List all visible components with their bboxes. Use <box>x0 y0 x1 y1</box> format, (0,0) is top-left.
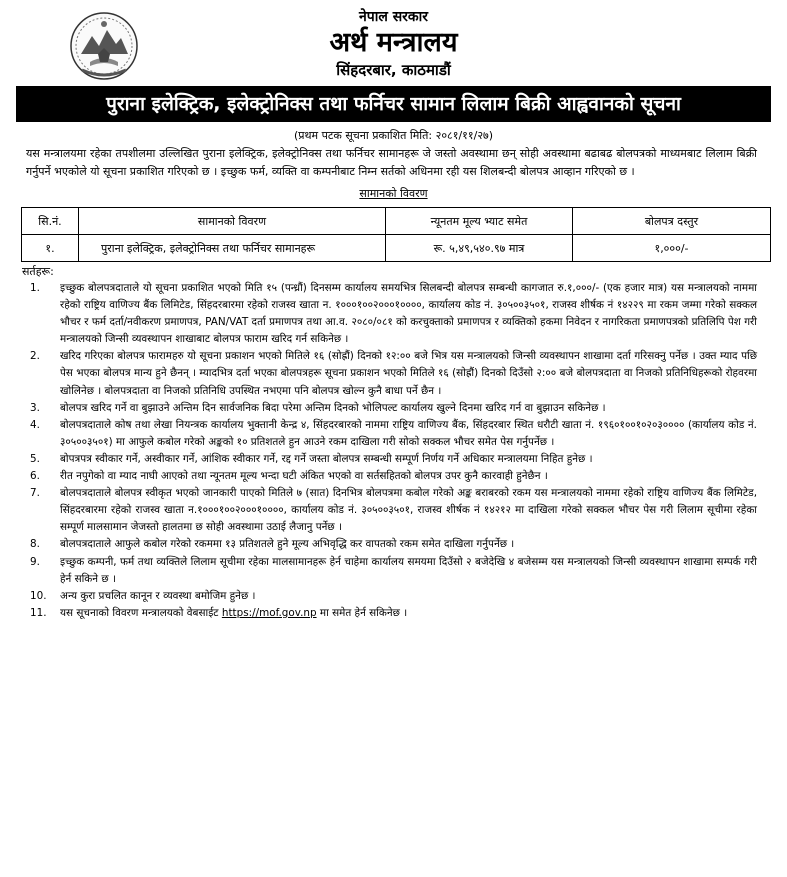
condition-item <box>16 348 771 399</box>
condition-text: बोलपत्रदाताले आफुले कबोल गरेको रकममा १३ प्रतिशतले हुने मूल्य अभिवृद्धि कर वापतको रकम समेत दाखिला गर्नुपर्नेछ । <box>60 538 515 551</box>
condition-text: खरिद गरिएका बोलपत्र फारामहरु यो सूचना प्रकाशन भएको मितिले १६ (सोह्रौं) दिनको १२:०० बजे भित्र यस मन्त्रालयको जिन्सी व्यवस्थापन शाखामा दर्ता गरिसक्नु पर्नेछ । उक्त म्याद पछि पेस भएका बोलपत्र मान्य हुने छैनन् । म्यादभित्र दर्ता भएका बोलपत्रहरू सूचना प्रकाशन भएको मितिले १६ (सोह्रौं) दिनको दिउँसो २:०० बजे बोलपत्रदाता वा निजको प्रतिनिधिहरूको रोहवरमा खोलिनेछ । बोलपत्रदाता वा निजको प्रतिनिधि उपस्थित नभएमा पनि बोलपत्र खोल्न कुनै बाधा पर्ने छैन । <box>60 350 757 397</box>
condition-item <box>16 485 771 536</box>
condition-number: 4. <box>30 418 40 431</box>
notice-banner-title: पुराना इलेक्ट्रिक, इलेक्ट्रोनिक्स तथा फर्निचर सामान लिलाम बिक्री आह्ववानको सूचना <box>16 86 771 122</box>
publication-date: (प्रथम पटक सूचना प्रकाशित मिति: २०८१/११/२७) <box>293 129 494 142</box>
column-header: सि.नं. <box>22 208 79 235</box>
condition-text: इच्छुक बोलपत्रदाताले यो सूचना प्रकाशित भएको मिति १५ (पन्ध्रौं) दिनसम्म कार्यालय समयभित्र सिलबन्दी बोलपत्र सम्बन्धी कागजात रु.१,०००/- (एक हजार मात्र) यस मन्त्रालयको नाममा रहेको राष्ट्रिय वाणिज्य बैंक लिमिटेड, सिंहदरबारमा रहेको राजस्व खाता न. १०००१००२०००१००००, कार्यालय कोड नं. ३०५००३५०१, राजस्व शीर्षक नं १४२२९ मा रकम जम्मा गरेको सक्कल भौचर र फर्म दर्ता/नवीकरण प्रमाणपत्र, PAN/VAT दर्ता प्रमाणपत्र तथा आ.व. २०८०/०८१ को करचुक्ताको प्रमाणपत्र र व्यक्तिको हकमा निवेदन र नागरिकता प्रमाणपत्रको प्रतिलिपि पेश गरी मन्त्रालयको जिन्सी व्यवस्थापन शाखाबाट बोलपत्र फाराम खरिद गर्न सकिनेछ । <box>60 282 757 346</box>
table-row <box>22 235 771 262</box>
condition-number: 6. <box>30 470 40 483</box>
condition-text: बोलपत्र खरिद गर्ने वा बुझाउने अन्तिम दिन सार्वजनिक बिदा परेमा अन्तिम दिनको भोलिपल्ट कार्यालय खुल्ने दिनमा खरिद गर्न वा बुझाउन सकिनेछ । <box>60 401 606 414</box>
condition-number: 8. <box>30 538 40 551</box>
conditions-title: सर्तहरू: <box>22 265 54 278</box>
condition-text: इच्छुक कम्पनी, फर्म तथा व्यक्तिले लिलाम सूचीमा रहेका मालसामानहरू हेर्न चाहेमा कार्यालय समयमा दिउँसो २ बजेदेखि ४ बजेसम्म यस मन्त्रालयको जिन्सी व्यवस्थापन शाखामा सम्पर्क गरी हेर्न सकिने छ । <box>60 555 757 585</box>
condition-text-before-link: यस सूचनाको विवरण मन्त्रालयको वेबसाईट <box>60 606 219 619</box>
condition-text: रीत नपुगेको वा म्याद नाघी आएको तथा न्यूनतम मूल्य भन्दा घटी अंकित भएको वा सर्तसहितको बोलपत्र उपर कुनै कारवाही हुनेछैन । <box>60 470 548 483</box>
condition-text-after-link: मा समेत हेर्न सकिनेछ । <box>319 606 408 619</box>
intro-paragraph: यस मन्त्रालयमा रहेका तपशीलमा उल्लिखित पुराना इलेक्ट्रिक, इलेक्ट्रोनिक्स तथा फर्निचर सामानहरू जे जस्तो अवस्थामा छन् सोही अवस्थामा बढाबढ बोलपत्रको माध्यमबाट लिलाम बिक्री गर्नुपर्ने भएकोले यो सूचना प्रकाशित गरिएको छ । इच्छुक फर्म, व्यक्ति वा कम्पनीबाट निम्न सर्तको अधिनमा रही यस शिलबन्दी बोलपत्र आव्हान गरिएको छ । <box>26 147 757 178</box>
condition-item <box>16 605 771 622</box>
conditions-list <box>16 280 771 622</box>
serial-number-cell: १. <box>22 235 79 262</box>
condition-number: 3. <box>30 401 40 414</box>
condition-number: 7. <box>30 487 40 500</box>
condition-number: 1. <box>30 282 40 294</box>
column-header: सामानको विवरण <box>79 208 386 235</box>
column-header: बोलपत्र दस्तुर <box>573 208 771 235</box>
condition-number: 2. <box>30 350 40 363</box>
nepal-government-emblem-icon <box>68 10 140 82</box>
condition-text: बोलपत्रदाताले कोष तथा लेखा नियन्त्रक कार्यालय भुक्तानी केन्द्र ४, सिंहदरबारको नाममा राष्ट्रिय वाणिज्य बैंक, सिंहदरबार स्थित धरौटी खाता नं. १९६०१००१०२०३०००० (कार्यालय कोड नं. ३०५००३५०१) मा आफुले कबोल गरेको अङ्कको १० प्रतिशतले हुन आउने रकम दाखिला गरी सोको सक्कल भौचर समेत पेस गर्नुपर्नेछ । <box>60 418 757 448</box>
bid-fee-cell: १,०००/- <box>573 235 771 262</box>
condition-text: बोलपत्रदाताले बोलपत्र स्वीकृत भएको जानकारी पाएको मितिले ७ (सात) दिनभित्र बोलपत्रमा कबोल गरेको अङ्क बराबरको रकम यस मन्त्रालयको नाममा रहेको राष्ट्रिय वाणिज्य बैंक लिमिटेड, सिंहदरबारमा रहेको राजस्व खाता न.१०००१००२०००१००००, कार्यालय कोड नं. ३०५००३५०१, राजस्व शीर्षक नं १४२१२ मा दाखिला गरेको सक्कल भौचर पेस गरी लिलाम सूचीमा रहेका सम्पूर्ण मालसामान जेजस्तो हालतमा छ सोही अवस्थामा उठाई लैजानु पर्नेछ । <box>60 487 757 534</box>
condition-item <box>16 468 771 485</box>
condition-text <box>60 605 757 622</box>
condition-item <box>16 451 771 468</box>
government-title: नेपाल सरकार <box>358 9 428 25</box>
ministry-website-link[interactable]: https://mof.gov.np <box>221 606 317 619</box>
items-table <box>21 207 771 262</box>
condition-number: 5. <box>30 452 40 465</box>
condition-item <box>16 588 771 605</box>
condition-number: 10. <box>30 589 47 602</box>
column-header: न्यूनतम मूल्य भ्याट समेत <box>386 208 573 235</box>
items-table-title: सामानको विवरण <box>359 187 428 200</box>
condition-text: अन्य कुरा प्रचलित कानून र व्यवस्था बमोजिम हुनेछ । <box>60 589 256 602</box>
condition-item <box>16 400 771 417</box>
condition-item <box>16 280 771 348</box>
condition-item <box>16 536 771 553</box>
condition-item <box>16 554 771 588</box>
ministry-title: अर्थ मन्त्रालय <box>329 27 458 58</box>
condition-number: 11. <box>30 606 47 619</box>
minimum-price-cell: रू. ५,४९,५४०.९७ मात्र <box>386 235 573 262</box>
table-header-row <box>22 208 771 235</box>
condition-item <box>16 417 771 451</box>
item-description-cell: पुराना इलेक्ट्रिक, इलेक्ट्रोनिक्स तथा फर्निचर सामानहरू <box>79 235 386 262</box>
ministry-location: सिंहदरबार, काठमाडौं <box>336 61 451 79</box>
condition-number: 9. <box>30 555 40 568</box>
condition-text: बोपत्रपत्र स्वीकार गर्ने, अस्वीकार गर्ने, आंशिक स्वीकार गर्ने, रद्द गर्ने जस्ता बोलपत्र सम्बन्धी सम्पूर्ण निर्णय गर्ने अधिकार मन्त्रालयमा निहित हुनेछ । <box>60 452 593 465</box>
